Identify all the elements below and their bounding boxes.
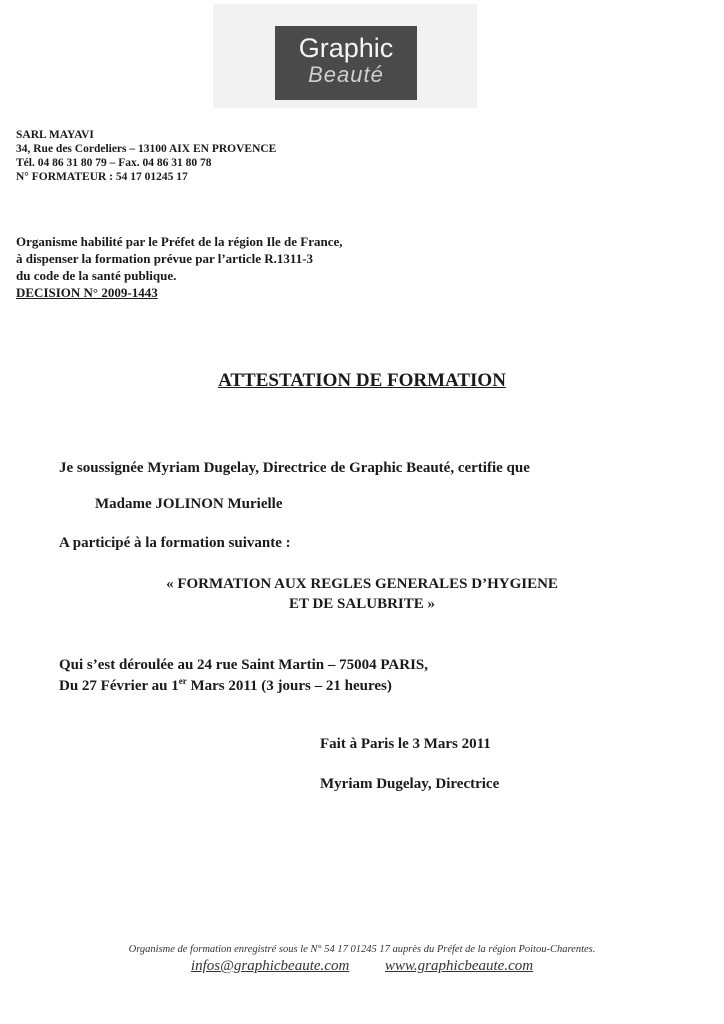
company-address: 34, Rue des Cordeliers – 13100 AIX EN PROVENCE bbox=[16, 143, 277, 155]
company-phone-fax: Tél. 04 86 31 80 79 – Fax. 04 86 31 80 78 bbox=[16, 157, 212, 169]
course-dates-ordinal: er bbox=[178, 676, 187, 686]
course-dates-end: Mars 2011 (3 jours – 21 heures) bbox=[186, 678, 392, 694]
footer-website-link[interactable]: www.graphicbeaute.com bbox=[385, 958, 534, 974]
authorization-line-2: à dispenser la formation prévue par l’article R.1311-3 bbox=[16, 251, 314, 266]
course-title-line-2: ET DE SALUBRITE » bbox=[288, 596, 436, 612]
logo-text-graphic: Graphic bbox=[298, 33, 394, 63]
logo-area bbox=[213, 4, 477, 108]
authorization-line-1: Organisme habilité par le Préfet de la région Ile de France, bbox=[16, 234, 343, 249]
footer-email-link[interactable]: infos@graphicbeaute.com bbox=[190, 958, 350, 974]
document-title: ATTESTATION DE FORMATION bbox=[218, 370, 506, 391]
certification-intro: Je soussignée Myriam Dugelay, Directrice de Graphic Beauté, certifie que bbox=[59, 460, 530, 476]
participation-statement: A participé à la formation suivante : bbox=[59, 535, 291, 551]
signature-signer: Myriam Dugelay, Directrice bbox=[320, 776, 500, 792]
logo-text-beaute: Beauté bbox=[308, 62, 384, 87]
footer-registration: Organisme de formation enregistré sous le N° 54 17 01245 17 auprès du Préfet de la région Poitou-Charentes. bbox=[128, 944, 596, 955]
signature-place-date: Fait à Paris le 3 Mars 2011 bbox=[320, 736, 491, 752]
decision-number: DECISION N° 2009-1443 bbox=[16, 285, 158, 300]
footer-links bbox=[0, 958, 724, 975]
authorization-line-3: du code de la santé publique. bbox=[16, 268, 177, 283]
course-dates bbox=[59, 676, 392, 695]
course-location: Qui s’est déroulée au 24 rue Saint Martin – 75004 PARIS, bbox=[59, 657, 429, 673]
company-header bbox=[16, 128, 276, 184]
participant-name: Madame JOLINON Murielle bbox=[95, 496, 283, 512]
authorization-block bbox=[16, 233, 343, 301]
course-title-line-1: « FORMATION AUX REGLES GENERALES D’HYGIENE bbox=[166, 576, 558, 592]
course-dates-start: Du 27 Février au 1 bbox=[59, 678, 179, 694]
company-logo bbox=[275, 26, 417, 100]
trainer-number: N° FORMATEUR : 54 17 01245 17 bbox=[16, 171, 188, 183]
company-name: SARL MAYAVI bbox=[16, 129, 94, 141]
